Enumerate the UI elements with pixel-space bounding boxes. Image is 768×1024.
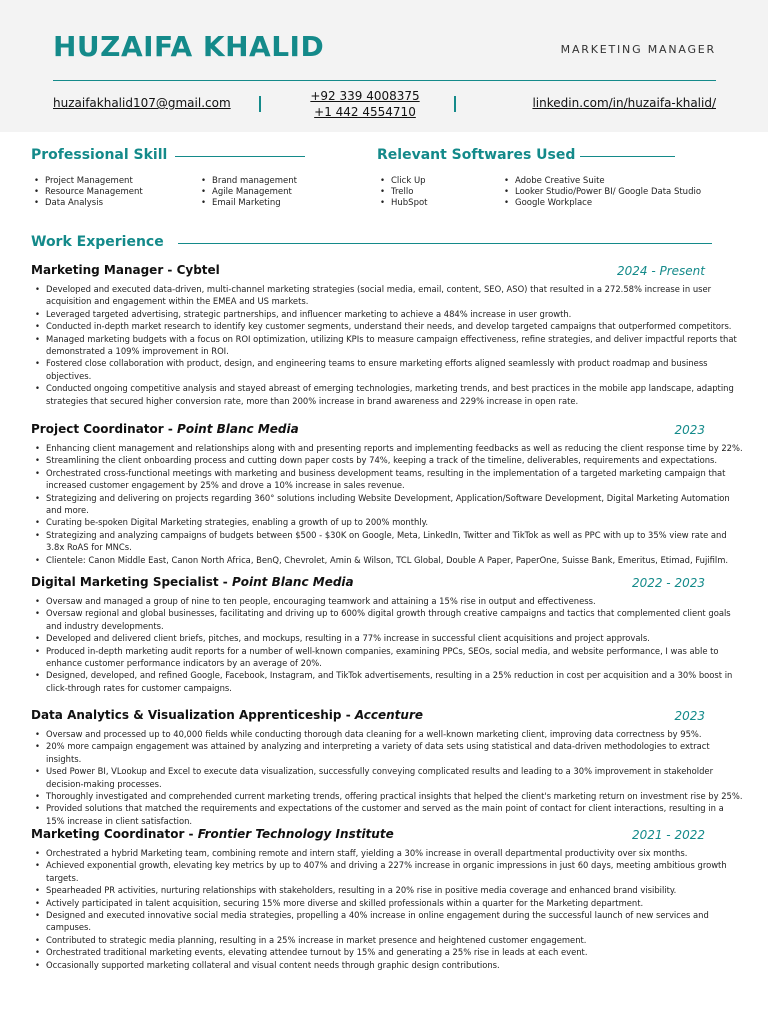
- list-item: • Looker Studio/Power BI/ Google Data Studio: [501, 187, 701, 198]
- header-divider: [53, 80, 716, 81]
- bullet-item: • Fostered close collaboration with product, design, and engineering teams to ensure marketing efforts aligned seamlessly with product roadmap and business objectives.: [31, 357, 743, 382]
- bullet-item: • Strategizing and delivering on projects regarding 360° solutions including Website Development, Application/Software Development, Digital Marketing Automation and more.: [31, 492, 743, 517]
- list-item: • HubSpot: [377, 198, 428, 209]
- software-list-col2: [501, 176, 701, 209]
- bullet-item: • Orchestrated traditional marketing events, elevating attendee turnout by 15% and generating a 25% rise in leads at each event.: [31, 946, 743, 958]
- bullet-item: • Occasionally supported marketing collateral and visual content needs through graphic design contributions.: [31, 959, 743, 971]
- bullet-item: • Produced in-depth marketing audit reports for a number of well-known companies, examining PPCs, SEOs, social media, and website performance, I was able to enhance customer performance indicators by an average of 20%.: [31, 645, 743, 670]
- list-item: • Google Workplace: [501, 198, 701, 209]
- phone-numbers: [300, 88, 430, 120]
- bullet-item: • Orchestrated cross-functional meetings with marketing and business development teams, resulting in the implementation of a targeted marketing campaign that increased customer engagement by 25% and drove a 10% increase in sales revenue.: [31, 467, 743, 492]
- job-bullets: [31, 728, 743, 827]
- candidate-title: MARKETING MANAGER: [560, 43, 716, 56]
- bullet-item: • Conducted ongoing competitive analysis and stayed abreast of emerging technologies, marketing trends, and best practices in the mobile app landscape, adapting strategies that secured higher conversion rate, more than 200% increase in brand awareness and 229% increase in open rate.: [31, 382, 743, 407]
- list-item: • Click Up: [377, 176, 428, 187]
- job-dates: 2022 - 2023: [631, 576, 705, 590]
- bullet-item: • Strategizing and analyzing campaigns of budgets between $500 - $30K on Google, Meta, LinkedIn, Twitter and TikTok as well as PPC with up to 35% view rate and 3.8x RoAS for MNCs.: [31, 529, 743, 554]
- list-item: • Adobe Creative Suite: [501, 176, 701, 187]
- job-bullets: [31, 283, 743, 407]
- phone-link-1[interactable]: +92 339 4008375: [310, 89, 420, 103]
- bullet-item: • Thoroughly investigated and comprehended current marketing trends, offering practical insights that helped the client's marketing return on investment rise by 25%.: [31, 790, 743, 802]
- resume-header: [0, 0, 768, 132]
- bullet-item: • Used Power BI, VLookup and Excel to execute data visualization, successfully conveying complicated results and leading to a 30% improvement in stakeholder decision-making processes.: [31, 765, 743, 790]
- job-bullets: [31, 847, 743, 971]
- job-bullets: [31, 442, 743, 566]
- job-dates: 2021 - 2022: [631, 828, 705, 842]
- list-item: • Email Marketing: [198, 198, 297, 209]
- candidate-name: HUZAIFA KHALID: [53, 30, 325, 63]
- job-title: Project Coordinator -: [31, 422, 178, 436]
- job-role: [31, 708, 740, 722]
- list-item: • Brand management: [198, 176, 297, 187]
- bullet-item: • Conducted in-depth market research to identify key customer segments, understand their needs, and develop targeted campaigns that outperformed competitors.: [31, 320, 743, 332]
- list-item: • Agile Management: [198, 187, 297, 198]
- bullet-item: • Actively participated in talent acquisition, securing 15% more diverse and skilled professionals within a quarter for the Marketing department.: [31, 897, 743, 909]
- bullet-item: • Oversaw and processed up to 40,000 fields while conducting thorough data cleaning for a well-known marketing client, improving data correctness by 95%.: [31, 728, 743, 740]
- experience-heading: Work Experience: [31, 234, 164, 250]
- software-heading-rule: [580, 156, 675, 157]
- job-header: [31, 575, 740, 593]
- job-title: Marketing Coordinator -: [31, 827, 198, 841]
- job-company: Point Blanc Media: [177, 422, 299, 436]
- job-entry: [31, 263, 740, 407]
- bullet-item: • Orchestrated a hybrid Marketing team, combining remote and intern staff, yielding a 30% increase in overall departmental productivity over six months.: [31, 847, 743, 859]
- job-dates: 2024 - Present: [617, 264, 705, 278]
- bullet-item: • Developed and delivered client briefs, pitches, and mockups, resulting in a 77% increase in successful client acquisitions and project approvals.: [31, 632, 743, 644]
- bullet-item: • Managed marketing budgets with a focus on ROI optimization, utilizing KPIs to measure campaign effectiveness, refine strategies, and deliver impactful reports that demonstrated a 109% improvement in ROI.: [31, 333, 743, 358]
- bullet-item: • Enhancing client management and relationships along with and presenting reports and implementing feedbacks as well as reducing the client response time by 22%.: [31, 442, 743, 454]
- job-company: Accenture: [354, 708, 424, 722]
- list-item: • Project Management: [31, 176, 143, 187]
- bullet-item: • Contributed to strategic media planning, resulting in a 25% increase in market presence and heightened customer engagement.: [31, 934, 743, 946]
- list-item: • Trello: [377, 187, 428, 198]
- job-header: [31, 263, 740, 281]
- job-header: [31, 827, 740, 845]
- contact-separator: [259, 96, 261, 112]
- job-title: Data Analytics & Visualization Apprenticeship -: [31, 708, 355, 722]
- bullet-item: • Spearheaded PR activities, nurturing relationships with stakeholders, resulting in a 20% rise in positive media coverage and enhanced brand visibility.: [31, 884, 743, 896]
- job-role: [31, 422, 740, 436]
- software-list-col1: [377, 176, 428, 209]
- job-header: [31, 422, 740, 440]
- email-link[interactable]: huzaifakhalid107@gmail.com: [53, 96, 231, 110]
- bullet-item: • Curating be-spoken Digital Marketing strategies, enabling a growth of up to 200% monthly.: [31, 516, 743, 528]
- job-company: Frontier Technology Institute: [197, 827, 394, 841]
- bullet-item: • Oversaw and managed a group of nine to ten people, encouraging teamwork and attaining a 15% rise in output and effectiveness.: [31, 595, 743, 607]
- contact-separator: [454, 96, 456, 112]
- job-dates: 2023: [674, 709, 705, 723]
- list-item: • Data Analysis: [31, 198, 143, 209]
- job-title: Digital Marketing Specialist -: [31, 575, 232, 589]
- skills-list-col1: [31, 176, 143, 209]
- bullet-item: • Developed and executed data-driven, multi-channel marketing strategies (social media, email, content, SEO, ASO) that resulted in a 272.58% increase in user acquisition and engagement within the EMEA and US markets.: [31, 283, 743, 308]
- skills-heading-rule: [175, 156, 305, 157]
- bullet-item: • 20% more campaign engagement was attained by analyzing and interpreting a variety of data sets using statistical and data-driven methodologies to extract insights.: [31, 740, 743, 765]
- bullet-item: • Provided solutions that matched the requirements and expectations of the customer and served as the main point of contact for client interactions, resulting in a 15% increase in client satisfaction.: [31, 802, 743, 827]
- phone-link-2[interactable]: +1 442 4554710: [314, 105, 416, 119]
- job-bullets: [31, 595, 743, 694]
- list-item: • Resource Management: [31, 187, 143, 198]
- bullet-item: • Clientele: Canon Middle East, Canon North Africa, BenQ, Chevrolet, Amin & Wilson, TCL Global, Double A Paper, PaperOne, Suisse Bank, Emeritus, Etimad, Fujifilm.: [31, 554, 743, 566]
- bullet-item: • Designed, developed, and refined Google, Facebook, Instagram, and TikTok advertisements, resulting in a 25% reduction in cost per acquisition and a 30% boost in click-through rates for customer campaigns.: [31, 669, 743, 694]
- skills-heading: Professional Skill: [31, 147, 168, 163]
- bullet-item: • Streamlining the client onboarding process and cutting down paper costs by 74%, keeping a track of the timeline, deliverables, requirements and expectations.: [31, 454, 743, 466]
- bullet-item: • Designed and executed innovative social media strategies, propelling a 40% increase in online engagement during the successful launch of new services and campuses.: [31, 909, 743, 934]
- job-entry: [31, 575, 740, 694]
- experience-heading-rule: [178, 243, 712, 244]
- job-company: Point Blanc Media: [231, 575, 354, 589]
- bullet-item: • Oversaw regional and global businesses, facilitating and driving up to 600% digital growth through creative campaigns and tactics that complemented client goals and industry developments.: [31, 607, 743, 632]
- linkedin-link[interactable]: linkedin.com/in/huzaifa-khalid/: [532, 96, 716, 110]
- job-entry: [31, 422, 743, 566]
- bullet-item: • Leveraged targeted advertising, strategic partnerships, and influencer marketing to achieve a 484% increase in user growth.: [31, 308, 743, 320]
- skills-list-col2: [198, 176, 297, 209]
- job-entry: [31, 827, 740, 971]
- job-dates: 2023: [674, 423, 705, 437]
- job-header: [31, 708, 740, 726]
- bullet-item: • Achieved exponential growth, elevating key metrics by up to 407% and driving a 227% increase in organic impressions in just 60 days, meeting ambitious growth targets.: [31, 859, 743, 884]
- job-title: Marketing Manager - Cybtel: [31, 263, 220, 277]
- job-entry: [31, 708, 743, 827]
- software-heading: Relevant Softwares Used: [377, 147, 576, 163]
